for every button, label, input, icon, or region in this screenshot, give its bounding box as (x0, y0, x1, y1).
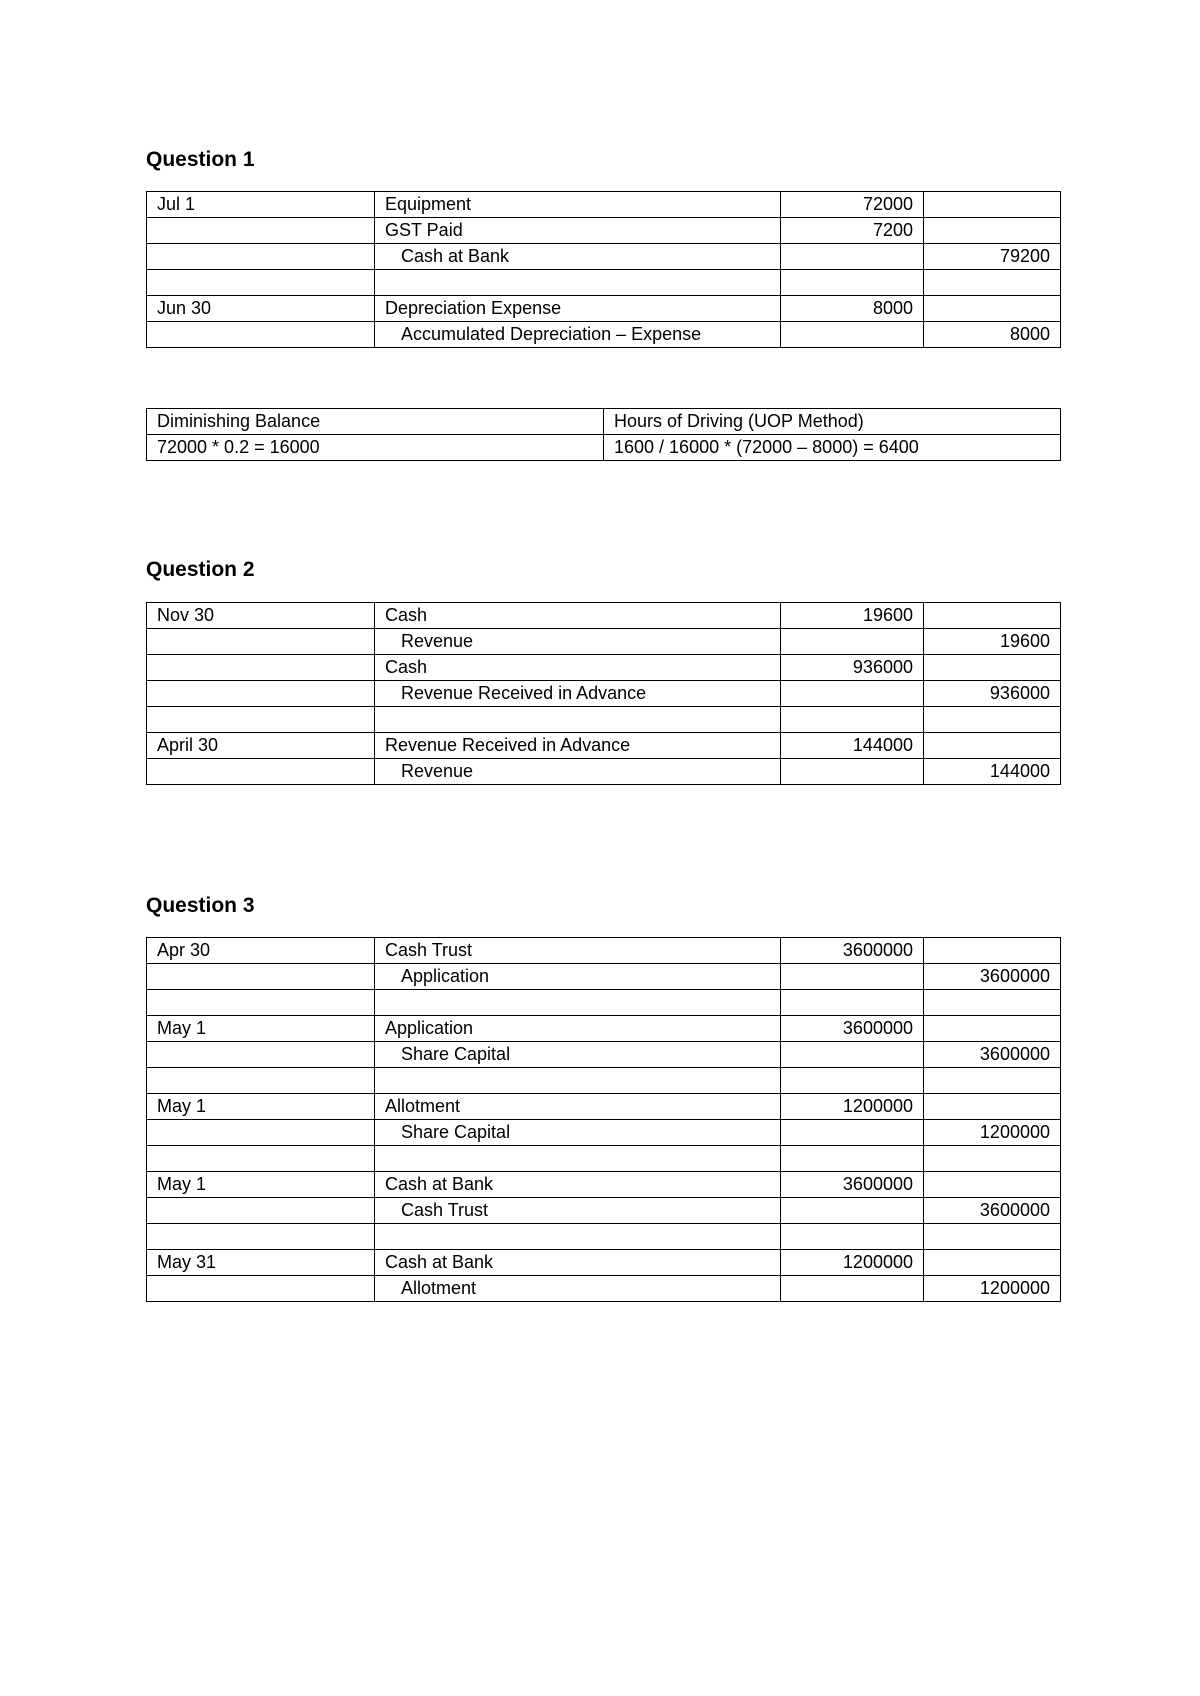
debit-amount: 144000 (781, 733, 924, 759)
account-name: Cash at Bank (375, 1250, 781, 1276)
debit-amount (781, 1276, 924, 1302)
account-name: Application (375, 1016, 781, 1042)
debit-amount (781, 1068, 924, 1094)
account-name: Share Capital (375, 1120, 781, 1146)
journal-row (147, 192, 1061, 218)
debit-amount: 1200000 (781, 1094, 924, 1120)
journal-row (147, 270, 1061, 296)
entry-date: April 30 (147, 733, 375, 759)
account-name: Cash (375, 603, 781, 629)
account-name (375, 990, 781, 1016)
journal-row (147, 938, 1061, 964)
journal-row (147, 629, 1061, 655)
entry-date: Jul 1 (147, 192, 375, 218)
entry-date: May 1 (147, 1172, 375, 1198)
journal-row (147, 244, 1061, 270)
debit-amount (781, 1146, 924, 1172)
journal-row (147, 296, 1061, 322)
account-name: Accumulated Depreciation – Expense (375, 322, 781, 348)
journal-row (147, 1120, 1061, 1146)
debit-amount: 3600000 (781, 1172, 924, 1198)
credit-amount: 79200 (924, 244, 1061, 270)
credit-amount: 8000 (924, 322, 1061, 348)
question-1-journal-table (146, 191, 1061, 348)
credit-amount (924, 218, 1061, 244)
methods-value-row (147, 435, 1061, 461)
entry-date (147, 1224, 375, 1250)
debit-amount (781, 322, 924, 348)
journal-row (147, 1146, 1061, 1172)
diminishing-balance-header: Diminishing Balance (147, 409, 604, 435)
credit-amount: 1200000 (924, 1120, 1061, 1146)
entry-date (147, 990, 375, 1016)
journal-row (147, 1276, 1061, 1302)
credit-amount: 1200000 (924, 1276, 1061, 1302)
credit-amount (924, 1094, 1061, 1120)
journal-row (147, 1224, 1061, 1250)
entry-date (147, 1276, 375, 1302)
entry-date (147, 1146, 375, 1172)
journal-row (147, 990, 1061, 1016)
debit-amount (781, 1120, 924, 1146)
credit-amount: 144000 (924, 759, 1061, 785)
journal-row (147, 681, 1061, 707)
debit-amount: 8000 (781, 296, 924, 322)
credit-amount (924, 603, 1061, 629)
account-name: Allotment (375, 1094, 781, 1120)
account-name (375, 707, 781, 733)
entry-date (147, 707, 375, 733)
journal-row (147, 1250, 1061, 1276)
entry-date (147, 270, 375, 296)
journal-row (147, 1016, 1061, 1042)
journal-row (147, 1198, 1061, 1224)
credit-amount (924, 270, 1061, 296)
journal-row (147, 603, 1061, 629)
debit-amount (781, 1198, 924, 1224)
entry-date (147, 629, 375, 655)
debit-amount (781, 681, 924, 707)
credit-amount (924, 990, 1061, 1016)
account-name: Revenue (375, 759, 781, 785)
account-name: Share Capital (375, 1042, 781, 1068)
account-name (375, 270, 781, 296)
debit-amount: 3600000 (781, 938, 924, 964)
account-name: Cash Trust (375, 1198, 781, 1224)
account-name: Revenue Received in Advance (375, 733, 781, 759)
debit-amount: 3600000 (781, 1016, 924, 1042)
credit-amount: 3600000 (924, 1042, 1061, 1068)
debit-amount (781, 1042, 924, 1068)
entry-date (147, 681, 375, 707)
entry-date: Apr 30 (147, 938, 375, 964)
account-name: Equipment (375, 192, 781, 218)
debit-amount (781, 759, 924, 785)
account-name: Allotment (375, 1276, 781, 1302)
credit-amount: 3600000 (924, 964, 1061, 990)
credit-amount (924, 1224, 1061, 1250)
account-name (375, 1224, 781, 1250)
journal-row (147, 707, 1061, 733)
credit-amount: 19600 (924, 629, 1061, 655)
question-3-heading: Question 3 (146, 894, 255, 917)
journal-row (147, 322, 1061, 348)
account-name (375, 1068, 781, 1094)
credit-amount: 3600000 (924, 1198, 1061, 1224)
journal-row (147, 964, 1061, 990)
account-name (375, 1146, 781, 1172)
debit-amount: 936000 (781, 655, 924, 681)
entry-date (147, 1042, 375, 1068)
entry-date (147, 759, 375, 785)
uop-method-header: Hours of Driving (UOP Method) (604, 409, 1061, 435)
credit-amount: 936000 (924, 681, 1061, 707)
journal-row (147, 1042, 1061, 1068)
journal-row (147, 218, 1061, 244)
entry-date: Jun 30 (147, 296, 375, 322)
credit-amount (924, 938, 1061, 964)
debit-amount: 72000 (781, 192, 924, 218)
account-name: Application (375, 964, 781, 990)
account-name: Cash at Bank (375, 1172, 781, 1198)
debit-amount (781, 270, 924, 296)
account-name: Revenue (375, 629, 781, 655)
diminishing-balance-calc: 72000 * 0.2 = 16000 (147, 435, 604, 461)
entry-date: Nov 30 (147, 603, 375, 629)
journal-row (147, 655, 1061, 681)
entry-date (147, 655, 375, 681)
credit-amount (924, 192, 1061, 218)
debit-amount: 19600 (781, 603, 924, 629)
debit-amount: 7200 (781, 218, 924, 244)
entry-date: May 31 (147, 1250, 375, 1276)
account-name: Revenue Received in Advance (375, 681, 781, 707)
question-3-journal-table (146, 937, 1061, 1302)
credit-amount (924, 296, 1061, 322)
credit-amount (924, 733, 1061, 759)
entry-date: May 1 (147, 1094, 375, 1120)
account-name: Cash at Bank (375, 244, 781, 270)
credit-amount (924, 707, 1061, 733)
debit-amount: 1200000 (781, 1250, 924, 1276)
journal-row (147, 733, 1061, 759)
uop-method-calc: 1600 / 16000 * (72000 – 8000) = 6400 (604, 435, 1061, 461)
question-2-journal-table (146, 602, 1061, 785)
entry-date (147, 964, 375, 990)
entry-date (147, 1120, 375, 1146)
question-1-heading: Question 1 (146, 148, 255, 171)
account-name: GST Paid (375, 218, 781, 244)
journal-row (147, 1094, 1061, 1120)
debit-amount (781, 990, 924, 1016)
credit-amount (924, 1146, 1061, 1172)
journal-row (147, 1068, 1061, 1094)
entry-date (147, 1198, 375, 1224)
debit-amount (781, 964, 924, 990)
journal-row (147, 1172, 1061, 1198)
question-2-heading: Question 2 (146, 558, 255, 581)
credit-amount (924, 655, 1061, 681)
credit-amount (924, 1016, 1061, 1042)
entry-date (147, 244, 375, 270)
credit-amount (924, 1172, 1061, 1198)
entry-date (147, 1068, 375, 1094)
debit-amount (781, 629, 924, 655)
debit-amount (781, 244, 924, 270)
journal-row (147, 759, 1061, 785)
debit-amount (781, 1224, 924, 1250)
account-name: Cash Trust (375, 938, 781, 964)
entry-date: May 1 (147, 1016, 375, 1042)
credit-amount (924, 1068, 1061, 1094)
methods-header-row (147, 409, 1061, 435)
entry-date (147, 322, 375, 348)
account-name: Cash (375, 655, 781, 681)
debit-amount (781, 707, 924, 733)
credit-amount (924, 1250, 1061, 1276)
entry-date (147, 218, 375, 244)
account-name: Depreciation Expense (375, 296, 781, 322)
depreciation-methods-table (146, 408, 1061, 461)
